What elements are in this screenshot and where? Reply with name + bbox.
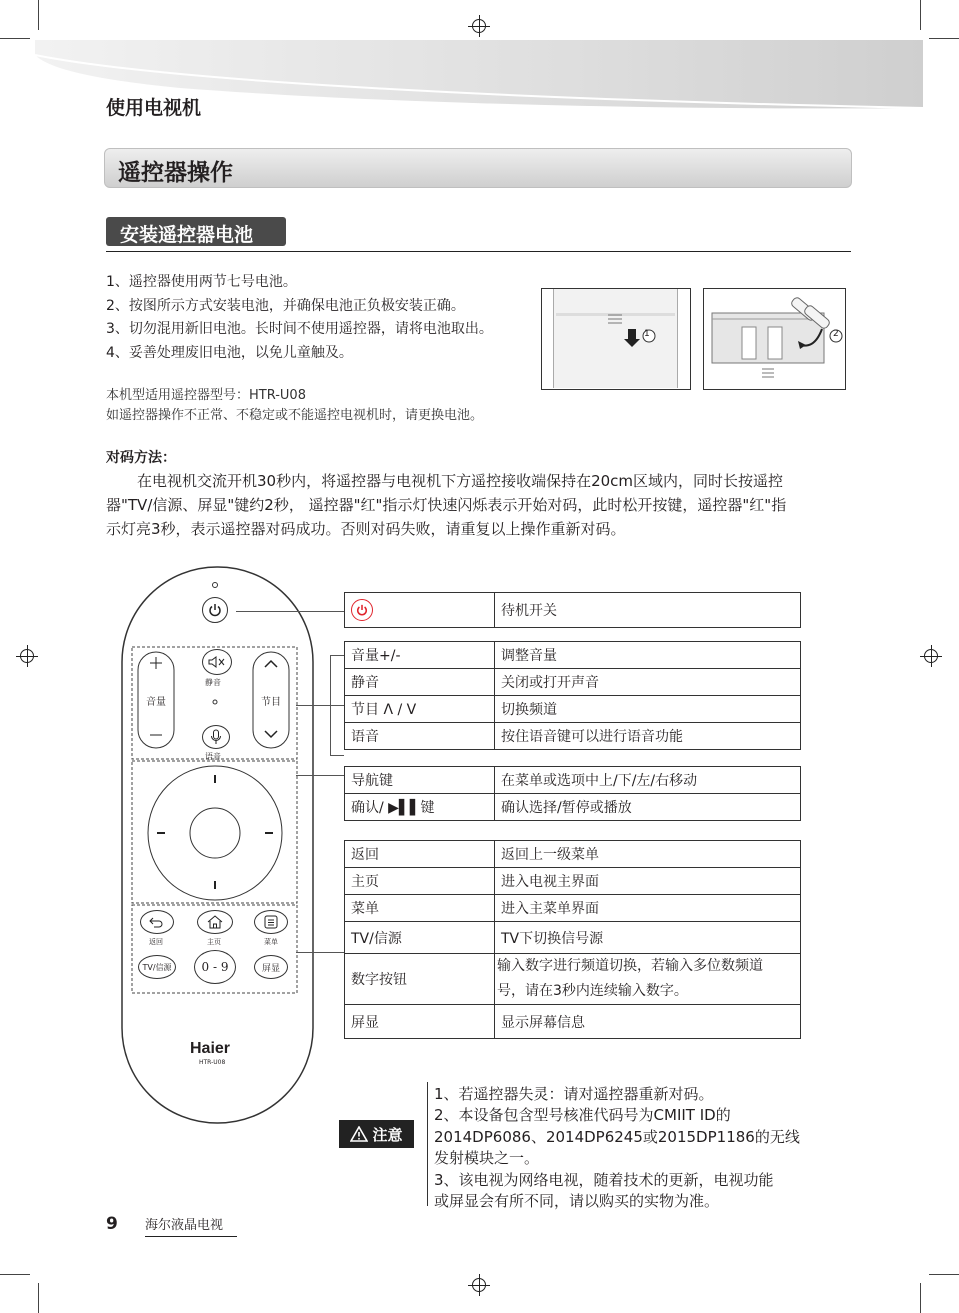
channel-label: 节目 (261, 697, 281, 708)
notice-line: 3、该电视为网络电视，随着技术的更新，电视功能 (434, 1171, 774, 1189)
section-title: 遥控器操作 (118, 160, 233, 186)
mute-icon (208, 656, 226, 668)
footer-brand: 海尔液晶电视 (145, 1218, 224, 1233)
table-key-cell (345, 593, 495, 628)
remote-control (120, 565, 315, 1125)
misc-buttons-table (344, 840, 801, 1039)
step-number-2: 2 (833, 329, 839, 339)
notice-line: 或屏显会有所不同，请以购买的实物为准。 (434, 1192, 720, 1210)
battery-step: 3、切勿混用新旧电池。长时间不使用遥控器，请将电池取出。 (106, 321, 493, 337)
registration-mark-icon (472, 1278, 486, 1292)
leader-line (296, 775, 344, 776)
volume-channel-table (344, 641, 801, 750)
remote-model: HTR-U08 (199, 1059, 226, 1066)
table-value-cell (495, 954, 801, 1005)
model-note: 本机型适用遥控器型号：HTR-U08 (106, 388, 306, 403)
table-value-cell: 待机开关 (495, 593, 801, 628)
warning-icon (350, 1126, 368, 1142)
leader-line (330, 755, 344, 756)
crop-mark (929, 1274, 959, 1275)
crop-mark (38, 1283, 39, 1313)
home-label: 主页 (207, 938, 221, 946)
voice-label: 语音 (205, 752, 221, 761)
table-key-cell: 语音 (345, 723, 495, 750)
table-key-cell: 节目 Λ / V (345, 696, 495, 723)
table-key-cell: TV/信源 (345, 922, 495, 954)
table-key-cell: 静音 (345, 669, 495, 696)
page-number: 9 (106, 1214, 118, 1234)
table-row (345, 868, 801, 895)
table-value-cell: 关闭或打开声音 (495, 669, 801, 696)
pairing-text: 器"TV/信源、屏显"键约2秒， 遥控器"红"指示灯快速闪烁表示开始对码，此时松开按键，遥控器"红"指 (106, 496, 787, 514)
crop-mark (920, 1283, 921, 1313)
table-key-cell: 音量+/- (345, 642, 495, 669)
table-key-cell: 数字按钮 (345, 954, 495, 1005)
table-row (345, 841, 801, 868)
table-key-cell: 屏显 (345, 1005, 495, 1039)
table-value-cell: 调整音量 (495, 642, 801, 669)
table-row (345, 767, 801, 794)
power-function-table (344, 592, 801, 628)
table-row (345, 696, 801, 723)
power-icon (208, 603, 222, 617)
warning-badge (339, 1120, 414, 1148)
menu-label: 菜单 (264, 938, 278, 946)
table-row (345, 593, 801, 628)
table-value-cell: 进入电视主界面 (495, 868, 801, 895)
subsection-title: 安装遥控器电池 (120, 224, 254, 246)
notice-line: 2、本设备包含型号核准代码号为CMIIT ID的 (434, 1106, 731, 1124)
step-number-1: 1 (644, 329, 650, 339)
subsection-divider (106, 251, 851, 252)
battery-insert-figure (703, 288, 846, 390)
leader-line (236, 611, 344, 612)
warning-label: 注意 (372, 1125, 403, 1144)
mute-label: 静音 (205, 678, 221, 687)
footer-divider (145, 1236, 237, 1237)
table-key-cell: 确认/ ▶▌▌键 (345, 794, 495, 821)
home-button[interactable] (197, 910, 233, 934)
navigation-table (344, 766, 801, 821)
table-row (345, 642, 801, 669)
ok-button[interactable] (190, 808, 240, 858)
battery-step: 4、妥善处理废旧电池，以免儿童触及。 (106, 345, 353, 361)
mute-button[interactable] (202, 649, 232, 675)
table-key-cell: 菜单 (345, 895, 495, 922)
leader-line (296, 952, 344, 953)
table-row (345, 669, 801, 696)
menu-icon (264, 915, 278, 929)
model-note: 如遥控器操作不正常、不稳定或不能遥控电视机时，请更换电池。 (106, 408, 484, 423)
display-button[interactable]: 屏显 (254, 955, 288, 979)
notice-line: 2014DP6086、2014DP6245或2015DP1186的无线 (434, 1128, 800, 1146)
table-row (345, 895, 801, 922)
pairing-text: 在电视机交流开机30秒内，将遥控器与电视机下方遥控接收端保持在20cm区域内，同时长按遥控 (137, 472, 784, 490)
table-row (345, 954, 801, 1005)
table-value-cell: 切换频道 (495, 696, 801, 723)
table-key-cell: 主页 (345, 868, 495, 895)
back-label: 返回 (149, 938, 163, 946)
registration-mark-icon (924, 649, 938, 663)
table-row (345, 922, 801, 954)
registration-mark-icon (20, 649, 34, 663)
back-arrow-icon (149, 916, 165, 928)
pairing-text: 示灯亮3秒，表示遥控器对码成功。否则对码失败，请重复以上操作重新对码。 (106, 520, 626, 538)
digit-button[interactable]: 0 - 9 (194, 950, 236, 984)
table-value-cell: 按住语音键可以进行语音功能 (495, 723, 801, 750)
table-row (345, 794, 801, 821)
table-key-cell: 返回 (345, 841, 495, 868)
volume-label: 音量 (146, 697, 166, 708)
battery-insert-illustration (704, 289, 844, 388)
leader-line (330, 655, 344, 656)
table-value-cell: 进入主菜单界面 (495, 895, 801, 922)
leader-line (296, 705, 344, 706)
table-value-cell: TV下切换信号源 (495, 922, 801, 954)
table-row (345, 723, 801, 750)
microphone-icon (210, 729, 222, 745)
power-button[interactable] (202, 597, 228, 623)
table-value-cell: 在菜单或选项中上/下/左/右移动 (495, 767, 801, 794)
leader-line (330, 655, 331, 755)
notice-divider (427, 1082, 428, 1206)
table-value-line: 输入数字进行频道切换，若输入多位数频道 (497, 958, 763, 974)
power-icon (351, 599, 373, 621)
table-value-cell: 确认选择/暂停或播放 (495, 794, 801, 821)
battery-cover-illustration (542, 289, 689, 388)
voice-button[interactable] (202, 725, 230, 749)
menu-button[interactable] (254, 910, 288, 934)
table-key-cell: 导航键 (345, 767, 495, 794)
table-value-line: 号，请在3秒内连续输入数字。 (497, 983, 688, 999)
battery-step: 2、按图所示方式安装电池，并确保电池正负极安装正确。 (106, 298, 465, 314)
tv-source-button[interactable]: TV/信源 (138, 955, 176, 979)
table-value-cell: 显示屏幕信息 (495, 1005, 801, 1039)
table-row (345, 1005, 801, 1039)
notice-line: 发射模块之一。 (434, 1149, 540, 1167)
brand-logo: Haier (190, 1040, 231, 1057)
table-value-cell: 返回上一级菜单 (495, 841, 801, 868)
battery-step: 1、遥控器使用两节七号电池。 (106, 274, 297, 290)
back-button[interactable] (140, 910, 174, 934)
battery-cover-figure (541, 288, 691, 390)
crop-mark (0, 1274, 30, 1275)
notice-line: 1、若遥控器失灵：请对遥控器重新对码。 (434, 1085, 714, 1103)
page-label: 使用电视机 (106, 97, 202, 119)
pairing-title: 对码方法： (106, 450, 176, 466)
home-icon (207, 915, 223, 929)
